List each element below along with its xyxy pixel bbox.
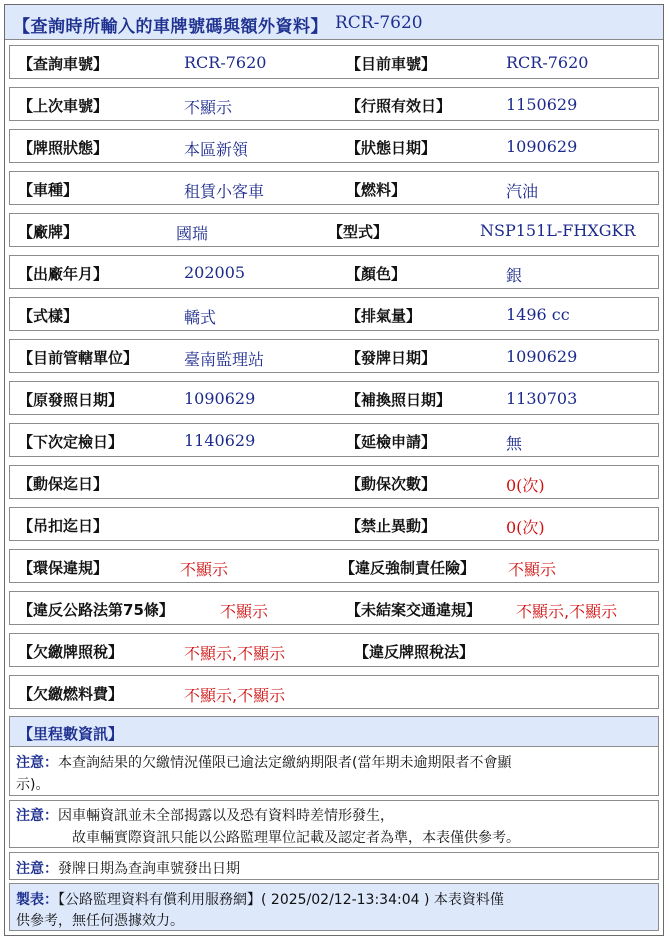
value-status-date: 1090629 — [506, 137, 578, 156]
value-reissue-date: 1130703 — [506, 389, 578, 408]
value-environmental-violation: 不顯示 — [180, 560, 229, 579]
info-row-plate-status — [9, 129, 659, 163]
info-row-jurisdiction — [9, 339, 659, 373]
value-mortgage-count: 0(次) — [506, 476, 545, 495]
label-highway-act-violation: 【違反公路法第75條】 — [18, 601, 174, 619]
label-original-issue-date: 【原發照日期】 — [18, 391, 124, 409]
note-data-disclaimer — [9, 800, 659, 848]
note-text-continued: 示)。 — [16, 777, 50, 793]
label-issue-date: 【發牌日期】 — [346, 349, 437, 367]
value-manufacture-date: 202005 — [184, 263, 246, 282]
value-highway-act-violation: 不顯示 — [220, 602, 269, 621]
value-plate-status: 本區新領 — [184, 140, 249, 159]
vehicle-info-panel — [4, 4, 664, 936]
footer-label: 製表： — [16, 892, 58, 908]
note-text: 發牌日期為查詢車號發出日期 — [58, 861, 240, 877]
info-row-manufacture-date — [9, 255, 659, 289]
label-plate-status: 【牌照狀態】 — [18, 139, 109, 157]
label-license-valid-date: 【行照有效日】 — [346, 97, 452, 115]
note-line — [16, 858, 240, 878]
note-line — [16, 752, 511, 772]
label-mortgage-end-date: 【動保迄日】 — [18, 475, 109, 493]
query-title-bar — [5, 5, 663, 40]
value-compulsory-insurance-violation: 不顯示 — [508, 560, 557, 579]
label-jurisdiction: 【目前管轄單位】 — [18, 349, 139, 367]
value-license-valid-date: 1150629 — [506, 95, 578, 114]
label-unsettled-traffic-violation: 【未結案交通違規】 — [346, 601, 482, 619]
info-row-brand — [9, 213, 659, 247]
note-text: 本查詢結果的欠繳情況僅限已逾法定繳納期限者(當年期未逾期限者不會顯 — [58, 755, 512, 771]
value-unsettled-traffic-violation: 不顯示,不顯示 — [516, 602, 618, 621]
footer-text-continued: 供參考，無任何憑據效力。 — [16, 913, 184, 929]
label-unpaid-license-tax: 【欠繳牌照稅】 — [18, 643, 124, 661]
label-current-plate: 【目前車號】 — [346, 55, 437, 73]
info-row-body-style — [9, 297, 659, 331]
info-row-plate — [9, 45, 659, 79]
title-heading: 【查詢時所輸入的車牌號碼與額外資料】 — [13, 17, 328, 37]
label-mortgage-count: 【動保次數】 — [346, 475, 437, 493]
value-previous-plate: 不顯示 — [184, 98, 233, 117]
label-previous-plate: 【上次車號】 — [18, 97, 109, 115]
mileage-section-header — [9, 716, 659, 748]
note-label: 注意： — [16, 861, 58, 877]
value-transfer-ban: 0(次) — [506, 518, 545, 537]
info-row-unpaid-fuel-fee — [9, 675, 659, 709]
label-status-date: 【狀態日期】 — [346, 139, 437, 157]
info-row-original-issue-date — [9, 381, 659, 415]
label-displacement: 【排氣量】 — [346, 307, 422, 325]
label-fuel: 【燃料】 — [346, 181, 407, 199]
info-row-previous-plate — [9, 87, 659, 121]
label-inspection-extension: 【延檢申請】 — [346, 433, 437, 451]
info-row-next-inspection — [9, 423, 659, 457]
info-row-unpaid-license-tax — [9, 633, 659, 667]
label-unpaid-fuel-fee: 【欠繳燃料費】 — [18, 685, 124, 703]
label-reissue-date: 【補換照日期】 — [346, 391, 452, 409]
label-vehicle-type: 【車種】 — [18, 181, 79, 199]
value-color: 銀 — [506, 266, 523, 285]
value-current-plate: RCR-7620 — [506, 53, 589, 72]
value-query-plate: RCR-7620 — [184, 53, 267, 72]
label-environmental-violation: 【環保違規】 — [18, 559, 109, 577]
value-unpaid-fuel-fee: 不顯示,不顯示 — [184, 686, 286, 705]
report-footer — [9, 883, 659, 931]
label-transfer-ban: 【禁止異動】 — [346, 517, 437, 535]
note-text-continued: 故車輛實際資訊只能以公路監理單位記載及認定者為準，本表僅供參考。 — [72, 830, 520, 846]
value-jurisdiction: 臺南監理站 — [184, 350, 265, 369]
value-original-issue-date: 1090629 — [184, 389, 256, 408]
label-next-inspection: 【下次定檢日】 — [18, 433, 124, 451]
value-displacement: 1496 cc — [506, 305, 570, 324]
value-unpaid-license-tax: 不顯示,不顯示 — [184, 644, 286, 663]
info-row-chattel-mortgage — [9, 465, 659, 499]
label-license-tax-violation: 【違反牌照稅法】 — [354, 643, 475, 661]
label-brand: 【廠牌】 — [18, 223, 79, 241]
value-fuel: 汽油 — [506, 182, 539, 201]
value-next-inspection: 1140629 — [184, 431, 256, 450]
footer-text: 【公路監理資料有償利用服務網】( 2025/02/12-13:34:04 ) 本表資料僅 — [58, 892, 504, 908]
title-plate: RCR-7620 — [335, 13, 423, 33]
footer-line — [16, 889, 504, 909]
label-suspension-end-date: 【吊扣迄日】 — [18, 517, 109, 535]
info-row-vehicle-type — [9, 171, 659, 205]
value-model: NSP151L-FHXGKR — [480, 221, 636, 240]
info-row-suspension — [9, 507, 659, 541]
note-overdue-scope — [9, 746, 659, 796]
note-issue-date — [9, 852, 659, 880]
value-brand: 國瑞 — [176, 224, 209, 243]
info-row-highway-act-violation — [9, 591, 659, 625]
label-manufacture-date: 【出廠年月】 — [18, 265, 109, 283]
info-row-environmental-violation — [9, 549, 659, 583]
value-vehicle-type: 租賃小客車 — [184, 182, 265, 201]
value-body-style: 轎式 — [184, 308, 217, 327]
value-issue-date: 1090629 — [506, 347, 578, 366]
note-label: 注意： — [16, 755, 58, 771]
note-line — [16, 805, 394, 825]
mileage-section-title: 【里程數資訊】 — [18, 725, 124, 743]
label-color: 【顏色】 — [346, 265, 407, 283]
value-inspection-extension: 無 — [506, 434, 523, 453]
note-text: 因車輛資訊並未全部揭露以及恐有資料時差情形發生， — [58, 808, 394, 824]
label-model: 【型式】 — [328, 223, 389, 241]
label-compulsory-insurance-violation: 【違反強制責任險】 — [340, 559, 476, 577]
label-body-style: 【式樣】 — [18, 307, 79, 325]
note-label: 注意： — [16, 808, 58, 824]
label-query-plate: 【查詢車號】 — [18, 55, 109, 73]
